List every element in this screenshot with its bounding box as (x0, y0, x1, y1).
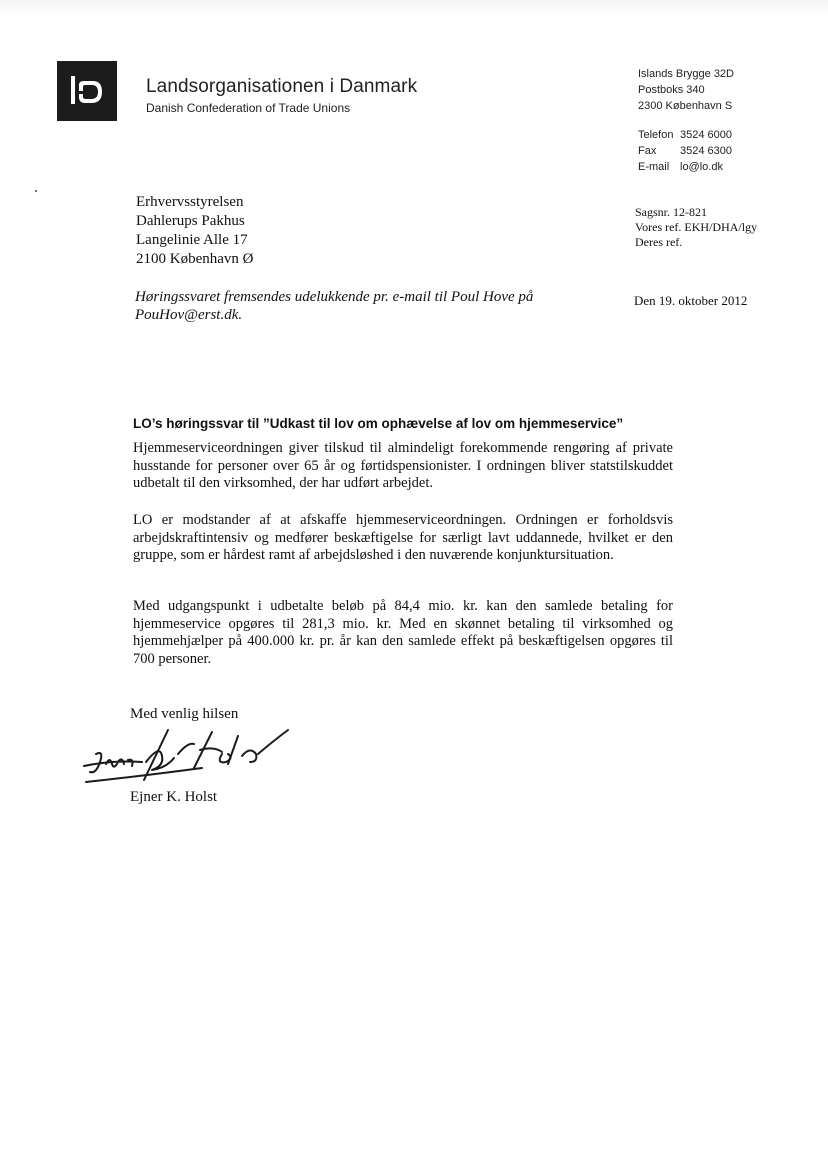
lo-logo (57, 61, 117, 121)
recipient-line: Langelinie Alle 17 (136, 232, 248, 248)
org-name: Landsorganisationen i Danmark (146, 76, 418, 97)
scan-speck (35, 190, 37, 192)
letter-subject: LO’s høringssvar til ”Udkast til lov om ophævelse af lov om hjemmeservice” (133, 416, 624, 431)
scan-edge (0, 0, 828, 18)
reference-block (635, 205, 757, 250)
your-reference: Deres ref. (635, 235, 683, 249)
contact-value: lo@lo.dk (680, 161, 723, 173)
case-number: Sagsnr. 12-821 (635, 205, 707, 219)
body-paragraph: Hjemmeserviceordningen giver tilskud til almindeligt forekommende rengøring af private husstande for personer over 65 år og førtidspensionister. I ordningen bliver statstilskuddet udbetalt til den virksomhed, der har udført arbejdet. (133, 440, 673, 491)
letter-date: Den 19. oktober 2012 (634, 293, 748, 308)
contact-label: E-mail (638, 161, 670, 173)
contact-fax (638, 143, 732, 159)
recipient-line: Dahlerups Pakhus (136, 213, 245, 229)
contact-phone (638, 127, 732, 143)
body-paragraph: Med udgangspunkt i udbetalte beløb på 84,4 mio. kr. kan den samlede betaling for hjemmeservice opgøres til 281,3 mio. kr. Med en skønnet betaling til virksomhed og hjemmehjælper på 400.000 kr. pr. år kan den samlede effekt på beskæftigelsen opgøres til 700 personer. (133, 598, 673, 667)
address-line: 2300 København S (638, 100, 733, 112)
delivery-note: Høringssvaret fremsendes udelukkende pr. e-mail til Poul Hove på PouHov@erst.dk. (135, 289, 534, 323)
recipient-line: 2100 København Ø (136, 251, 254, 267)
recipient-address (136, 193, 253, 269)
lo-logo-mark-icon (57, 61, 117, 121)
contact-value: 3524 6000 (680, 129, 732, 141)
contact-label: Telefon (638, 129, 674, 141)
recipient-line: Erhvervsstyrelsen (136, 194, 244, 210)
body-paragraph: LO er modstander af at afskaffe hjemmeserviceordningen. Ordningen er forholdsvis arbejdskraftintensiv og medfører beskæftigelse for særligt lavt uddannede, hvilket er den gruppe, som er hårdest ramt af arbejdsløshed i den nuværende konjunktursituation. (133, 512, 673, 563)
contact-label: Fax (638, 145, 657, 157)
contact-value: 3524 6300 (680, 145, 732, 157)
our-reference: Vores ref. EKH/DHA/lgy (635, 220, 758, 234)
handwritten-signature (82, 724, 292, 799)
org-name-english: Danish Confederation of Trade Unions (146, 101, 351, 115)
address-line: Islands Brygge 32D (638, 68, 734, 80)
contact-email (638, 159, 732, 175)
signature-scribble-icon (82, 724, 292, 794)
address-block (638, 66, 734, 114)
contact-block (638, 127, 732, 175)
signer-name: Ejner K. Holst (130, 789, 218, 805)
address-line: Postboks 340 (638, 84, 705, 96)
closing: Med venlig hilsen (130, 706, 239, 722)
